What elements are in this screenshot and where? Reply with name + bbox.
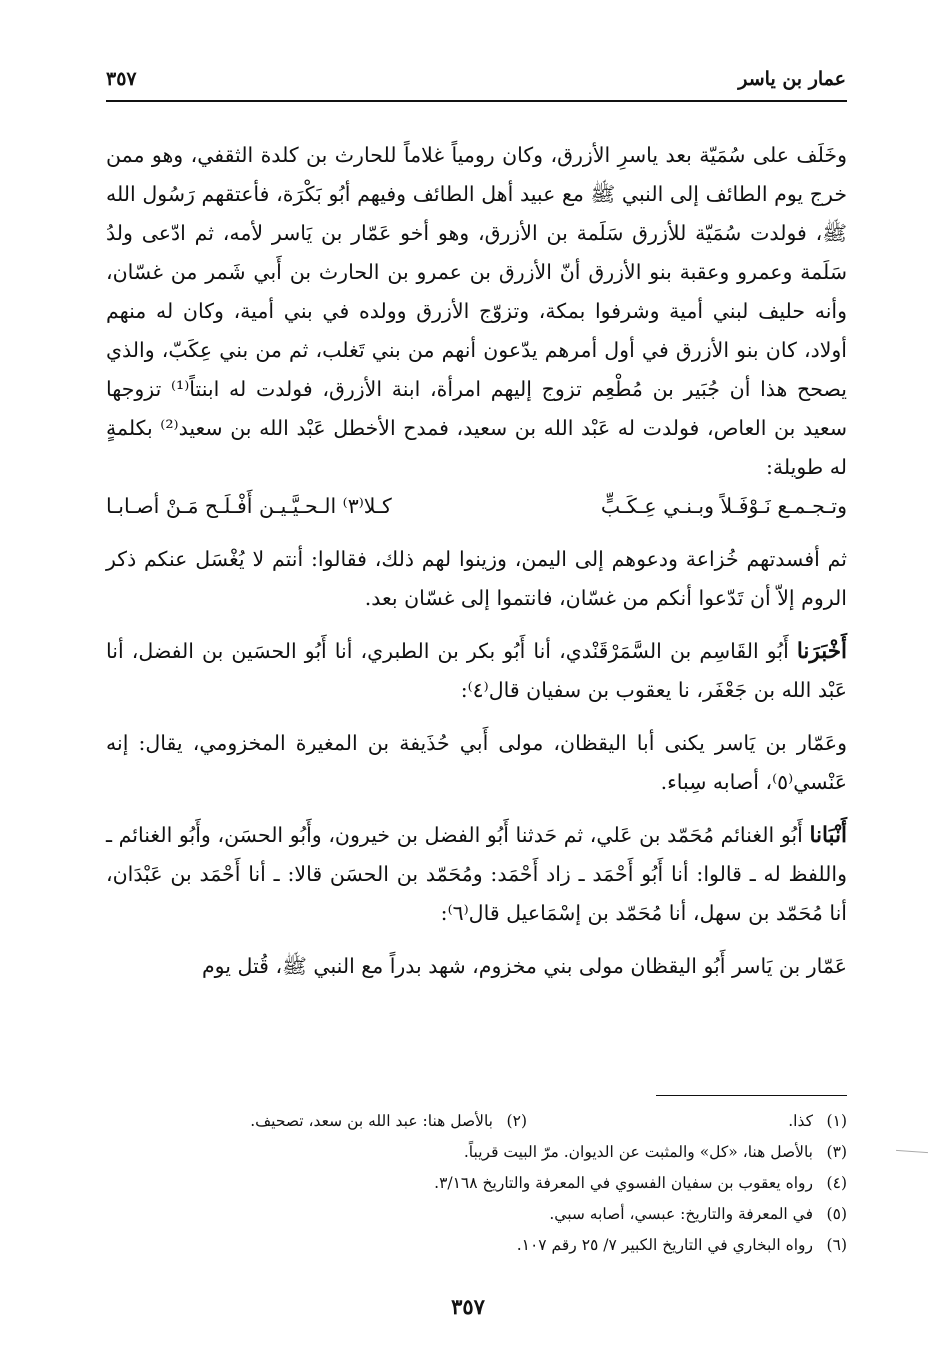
footnote-text: رواه يعقوب بن سفيان الفسوي في المعرفة والتاريخ ٣/١٦٨. <box>434 1174 813 1192</box>
verse-right-hemistich: وتـجـمـع نَـوْفَـلاً وبـنـي عِـكَـبٍّ <box>600 494 847 518</box>
header-rule <box>106 100 847 102</box>
footnote-text: في المعرفة والتاريخ: عبسي، أصابه سبي. <box>549 1205 813 1223</box>
footnote-item <box>549 1199 847 1230</box>
footnote-item <box>250 1106 527 1137</box>
paragraph-kunya: وعَمّار بن يَاسر يكنى أبا اليقظان، مولى أَبي حُذَيفة بن المغيرة المخزومي، يقال: إنه عَنْسي⁽٥⁾، أصابه سِباء. <box>106 731 847 794</box>
footnote-mark: (٦) <box>826 1236 847 1254</box>
footnote-rule <box>656 1095 847 1096</box>
main-text <box>106 136 847 986</box>
footnote-mark: (٣) <box>826 1143 847 1161</box>
running-header <box>106 62 846 98</box>
footnote-item <box>527 1106 847 1137</box>
footnote-mark: (٥) <box>826 1205 847 1223</box>
margin-scan-mark <box>896 1150 928 1153</box>
chapter-title: عمار بن ياسر <box>738 68 846 90</box>
paragraph-bukhari: عَمّار بن يَاسر أَبُو اليقظان مولى بني مخزوم، شهد بدراً مع النبي ﷺ، قُتل يوم <box>201 954 847 978</box>
footnote-item <box>434 1168 847 1199</box>
footnote-text: بالأصل هنا، «كل» والمثبت عن الديوان. مرّ البيت قريباً. <box>463 1143 813 1161</box>
footnote-row <box>106 1106 847 1137</box>
header-page-number: ٣٥٧ <box>106 68 137 90</box>
footnote-mark: (١) <box>826 1112 847 1130</box>
isnad-lead-word: أَخْبَرَنا <box>796 639 847 664</box>
footnote-row <box>106 1168 847 1199</box>
footnote-row <box>106 1137 847 1168</box>
footnote-item <box>464 1137 847 1168</box>
isnad-chain-text: أَبُو الغنائم مُحَمّد بن عَلي، ثم حَدثنا أَبُو الفضل بن خيرون، وأَبُو الحسَن، وأَبُو الغنائم ـ واللفظ له ـ قالوا: أنا أَبُو أَحْمَد ـ زاد أَحْمَد: ومُحَمّد بن الحسَن قالا: ـ أنا أَحْمَد بن عَبْدَان، أنا مُحَمّد بن سهل، أنا مُحَمّد بن إسْمَاعيل قال⁽٦⁾: <box>106 823 847 925</box>
poem-verse <box>106 487 847 526</box>
isnad-paragraph-1 <box>106 632 847 710</box>
footnote-text: بالأصل هنا: عبد الله بن سعد، تصحيف. <box>250 1112 493 1130</box>
footnote-item <box>517 1230 847 1261</box>
footnote-row <box>106 1199 847 1230</box>
footnote-mark: (٤) <box>826 1174 847 1192</box>
footnote-text: رواه البخاري في التاريخ الكبير ٧/ ٢٥ رقم ١٠٧. <box>516 1236 813 1254</box>
verse-left-hemistich: كـلا⁽٣⁾ الـحـيَّـيـن أَفْـلَـح مَـنْ أصـابـا <box>106 494 392 518</box>
paragraph-lineage: وخَلَف على سُمَيّة بعد ياسرِ الأزرق، وكان رومياً غلاماً للحارث بن كلدة الثقفي، وهو ممن خرج يوم الطائف إلى النبي ﷺ مع عبيد أهل الطائف وفيهم أبُو بَكْرَة، فأعتقهم رَسُول الله ﷺ، فولدت سُمَيّة للأزرق سَلَمة بن الأزرق، وهو أخو عَمّار بن يَاسر لأمه، ثم ادّعى ولدُ سَلَمة وعمرو وعقبة بنو الأزرق أنّ الأزرق بن عمرو بن الحارث بن أَبي شَمر من غسّان، وأنه حليف لبني أمية وشرفوا بمكة، وتزوّج الأزرق وولده في بني أمية، وكان له منهم أولاد، كان بنو الأزرق في أول أمرهم يدّعون أنهم من بني تَغلب، ثم من بني عِكَبّ، والذي يصحح هذا أن جُبَير بن مُطْعِم تزوج إليهم امرأة، ابنة الأزرق، فولدت له ابنتاً⁽¹⁾ تزوجها سعيد بن العاص، فولدت له عَبْد الله بن سعيد، فمدح الأخطل عَبْد الله بن سعيد⁽²⁾ بكلمةٍ له طويلة: <box>106 143 848 479</box>
isnad-chain-text: أَبُو القَاسِم بن السَّمَرْقَنْدي، أنا أَبُو بكر بن الطبري، أنا أَبُو الحسَين بن الفضل، أنا عَبْد الله بن جَعْفَر، نا يعقوب بن سفيان قال⁽٤⁾: <box>106 639 847 702</box>
isnad-paragraph-2 <box>106 816 847 933</box>
footer-page-number: ٣٥٧ <box>451 1294 485 1319</box>
isnad-lead-word: أَنْبَانا <box>809 823 847 848</box>
paragraph-khuzaa: ثم أفسدتهم خُزاعة ودعوهم إلى اليمن، وزينوا لهم ذلك، فقالوا: أنتم لا يُغْسَل عنكم ذكر الروم إلاّ أن تَدّعوا أنكم من غسّان، فانتموا إلى غسّان بعد. <box>106 547 847 610</box>
footnotes <box>106 1106 847 1261</box>
footnote-row <box>106 1230 847 1261</box>
footnote-mark: (٢) <box>506 1112 527 1130</box>
footnote-text: كذا. <box>788 1112 813 1130</box>
